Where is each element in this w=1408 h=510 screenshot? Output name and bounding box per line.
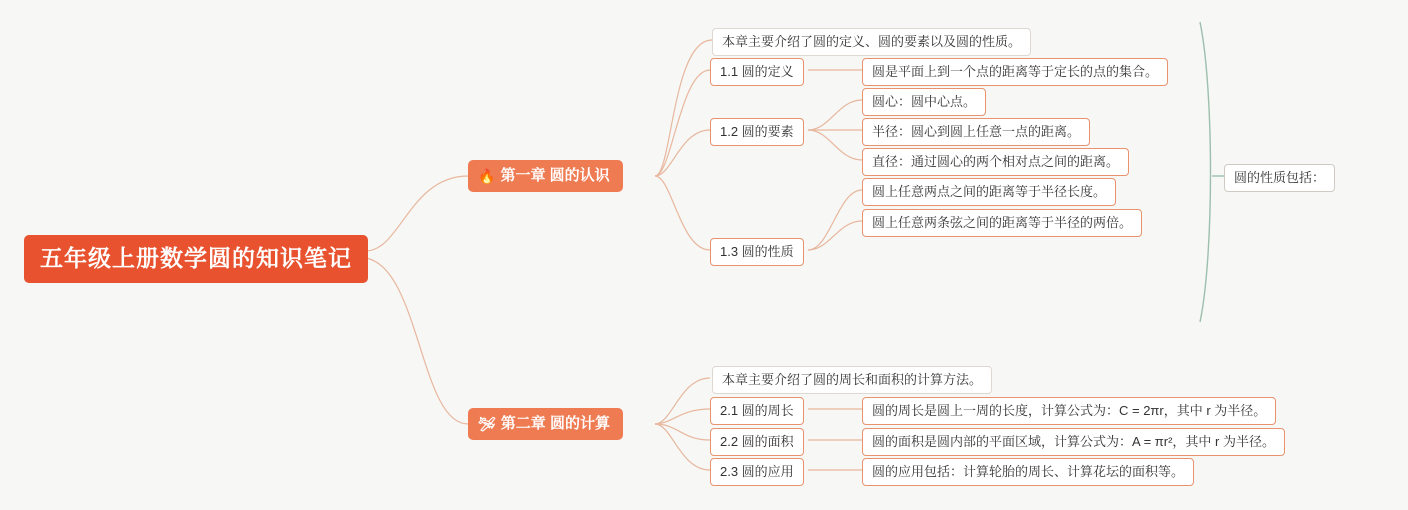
section-node-1-3[interactable]: 1.3 圆的性质 bbox=[710, 238, 804, 266]
section-node-2-1[interactable]: 2.1 圆的周长 bbox=[710, 397, 804, 425]
detail-node-1-2-1[interactable]: 圆心：圆中心点。 bbox=[862, 88, 986, 116]
chapter-node-2-label: 第二章 圆的计算 bbox=[500, 415, 610, 432]
root-node[interactable]: 五年级上册数学圆的知识笔记 bbox=[24, 235, 368, 283]
detail-node-2-2-1[interactable]: 圆的面积是圆内部的平面区域，计算公式为：A = πr²，其中 r 为半径。 bbox=[862, 428, 1285, 456]
chapter-1-note[interactable]: 圆的性质包括： bbox=[1224, 164, 1335, 192]
section-node-2-2[interactable]: 2.2 圆的面积 bbox=[710, 428, 804, 456]
fire-icon: 🔥 bbox=[478, 168, 496, 184]
chapter-node-1[interactable] bbox=[468, 160, 623, 192]
chapter-2-summary[interactable]: 本章主要介绍了圆的周长和面积的计算方法。 bbox=[712, 366, 992, 394]
detail-node-2-3-1[interactable]: 圆的应用包括：计算轮胎的周长、计算花坛的面积等。 bbox=[862, 458, 1194, 486]
section-node-1-2[interactable]: 1.2 圆的要素 bbox=[710, 118, 804, 146]
section-node-1-1[interactable]: 1.1 圆的定义 bbox=[710, 58, 804, 86]
chapter-node-1-label: 第一章 圆的认识 bbox=[500, 167, 610, 184]
detail-node-1-2-2[interactable]: 半径：圆心到圆上任意一点的距离。 bbox=[862, 118, 1090, 146]
detail-node-1-3-1[interactable]: 圆上任意两点之间的距离等于半径长度。 bbox=[862, 178, 1116, 206]
chapter-1-summary[interactable]: 本章主要介绍了圆的定义、圆的要素以及圆的性质。 bbox=[712, 28, 1031, 56]
detail-node-1-2-3[interactable]: 直径：通过圆心的两个相对点之间的距离。 bbox=[862, 148, 1129, 176]
chapter-node-2[interactable] bbox=[468, 408, 623, 440]
detail-node-1-1-1[interactable]: 圆是平面上到一个点的距离等于定长的点的集合。 bbox=[862, 58, 1168, 86]
section-node-2-3[interactable]: 2.3 圆的应用 bbox=[710, 458, 804, 486]
detail-node-2-1-1[interactable]: 圆的周长是圆上一周的长度，计算公式为：C = 2πr，其中 r 为半径。 bbox=[862, 397, 1276, 425]
detail-node-1-3-2[interactable]: 圆上任意两条弦之间的距离等于半径的两倍。 bbox=[862, 209, 1142, 237]
paper-plane-icon: 🛩 bbox=[478, 416, 496, 432]
